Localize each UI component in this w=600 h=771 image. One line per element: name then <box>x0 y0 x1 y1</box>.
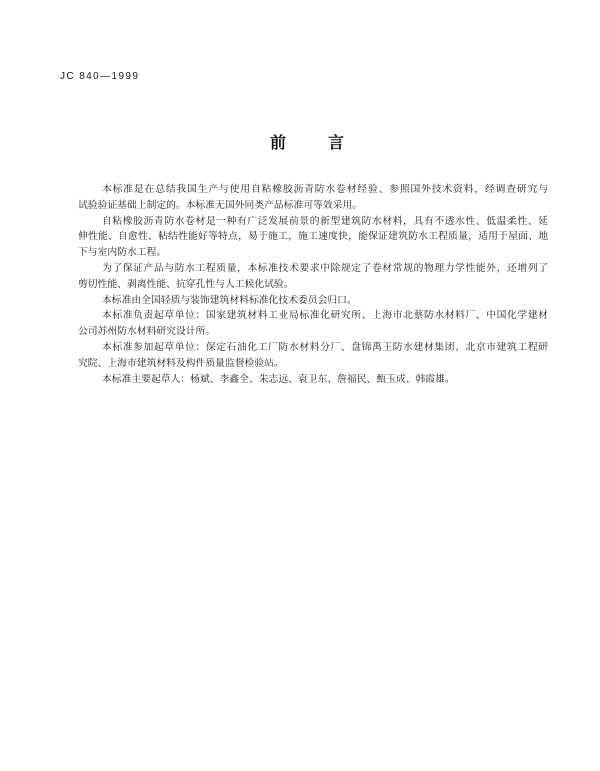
standard-code: JC 840—1999 <box>60 71 140 82</box>
foreword-line: 自粘橡胶沥青防水卷材是一种有广泛发展前景的新型建筑防水材料，具有不透水性、低温柔性、延 <box>102 215 548 227</box>
foreword-paragraph-committee <box>78 293 548 309</box>
foreword-line: 究院、上海市建筑材料及构件质量监督检验站。 <box>78 357 284 369</box>
foreword-paragraph-drafting-units <box>78 308 548 340</box>
foreword-paragraph-drafters <box>78 372 548 388</box>
foreword-paragraph-basis <box>78 182 548 214</box>
foreword-line: 公司苏州防水材料研究设计所。 <box>78 326 216 338</box>
foreword-paragraph-participating-units <box>78 340 548 372</box>
foreword-line: 试验验证基础上制定的。本标准无国外同类产品标准可等效采用。 <box>78 199 363 211</box>
foreword-line: 剪切性能、剥离性能、抗穿孔性与人工候化试验。 <box>78 278 294 290</box>
foreword-line: 伸性能、自愈性、粘结性能好等特点，易于施工，施工速度快，能保证建筑防水工程质量，适用于屋面、地 <box>78 231 548 243</box>
foreword-line: 本标准主要起草人：杨斌、李鑫全、朱志远、袁卫东、詹福民、甄玉成、韩霞雄。 <box>102 373 455 385</box>
foreword-line: 本标准由全国轻质与装饰建筑材料标准化技术委员会归口。 <box>102 294 357 306</box>
foreword-line: 本标准参加起草单位：保定石油化工厂防水材料分厂、盘锦禹王防水建材集团、北京市建筑工程研 <box>102 341 548 353</box>
foreword-body <box>78 182 548 387</box>
foreword-paragraph-product <box>78 214 548 261</box>
foreword-line: 为了保证产品与防水工程质量，本标准技术要求中除规定了卷材常规的物理力学性能外，还增列了 <box>102 262 548 274</box>
foreword-line: 本标准负责起草单位：国家建筑材料工业局标准化研究所、上海市北蔡防水材料厂、中国化学建材 <box>102 310 548 322</box>
foreword-line: 本标准是在总结我国生产与使用自粘橡胶沥青防水卷材经验、参照国外技术资料，经调查研究与 <box>102 184 548 195</box>
page-title: 前言 <box>270 133 387 152</box>
foreword-line: 下与室内防水工程。 <box>78 247 167 259</box>
foreword-paragraph-requirements <box>78 261 548 293</box>
